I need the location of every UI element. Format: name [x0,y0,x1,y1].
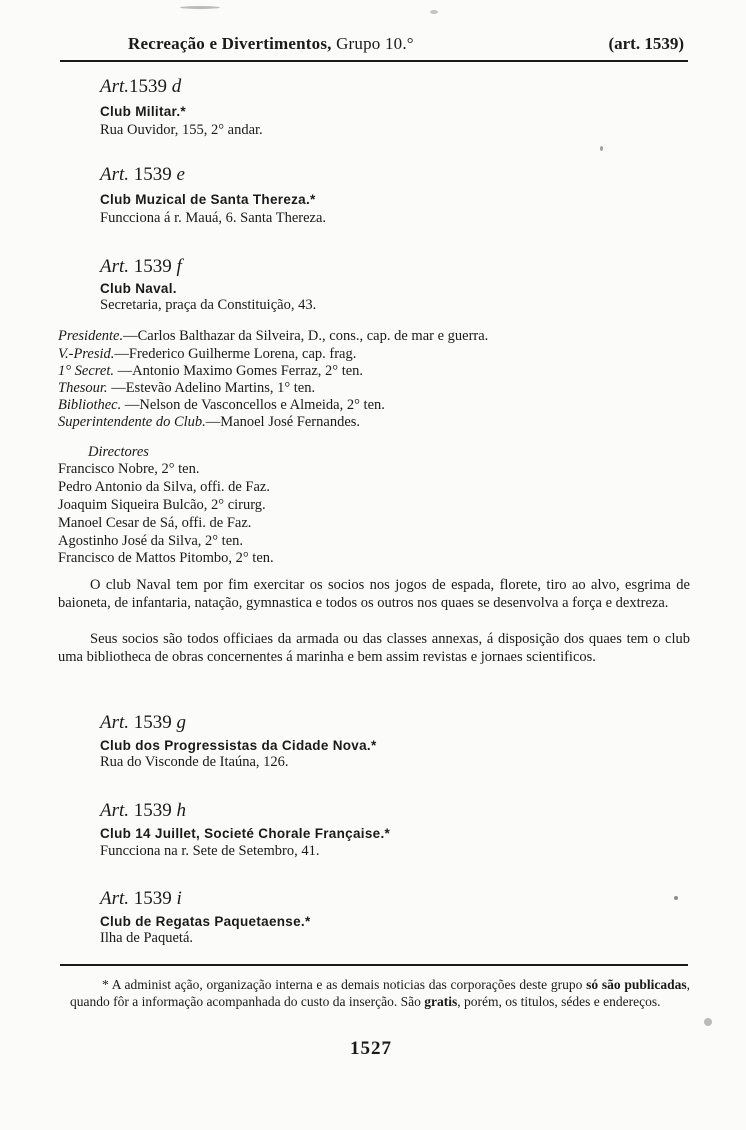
paragraph-members: Seus socios são todos officiaes da armada ou das classes annexas, á disposição dos quaes tem o club uma bibliotheca de obras concernentes á marinha e bem assim revistas e jornaes scientificos. [58,631,690,665]
officer-librarian: Bibliothec. —Nelson de Vasconcellos e Almeida, 2° ten. [58,397,385,413]
article-heading-i: Art. 1539 i [100,888,182,909]
officer-treasurer: Thesour. —Estevão Adelino Martins, 1° ten. [58,380,316,396]
footnote: * A administ ação, organização interna e as demais noticias das corporações deste grupo só são publicadas, quando fôr a informação acompanhada do custo da inserção. São gratis, porém, os titulos, sédes e endereços. [70,977,690,1009]
directors-heading: Directores [88,444,149,460]
article-heading-g: Art. 1539 g [100,712,187,733]
officer-vice-president: V.-Presid.—Frederico Guilherme Lorena, cap. frag. [58,346,357,362]
officer-president: Presidente.—Carlos Balthazar da Silveira, D., cons., cap. de mar e guerra. [58,328,489,344]
club-address-d: Rua Ouvidor, 155, 2° andar. [100,122,263,138]
page-number: 1527 [350,1038,392,1059]
article-heading-f: Art. 1539 f [100,256,182,277]
running-head-article: (art. 1539) [608,34,684,53]
paragraph-purpose: O club Naval tem por fim exercitar os socios nos jogos de espada, florete, tiro ao alvo, esgrima de baioneta, de infantaria, natação, gymnastica e todos os outros nos quaes se desenvolva a força e dextreza. [58,577,690,611]
running-head-group: Grupo 10.° [336,34,414,53]
club-address-i: Ilha de Paquetá. [100,930,194,946]
scan-speck [600,146,603,151]
club-address-g: Rua do Visconde de Itaúna, 126. [100,754,289,770]
director-item: Pedro Antonio da Silva, offi. de Faz. [58,479,270,495]
club-name-h: Club 14 Juillet, Societé Chorale Française.* [100,826,391,841]
officer-secretary: 1° Secret. —Antonio Maximo Gomes Ferraz, 2° ten. [58,363,364,379]
club-name-i: Club de Regatas Paquetaense.* [100,914,311,929]
club-address-f: Secretaria, praça da Constituição, 43. [100,297,317,313]
scan-speck [704,1018,712,1026]
club-name-g: Club dos Progressistas da Cidade Nova.* [100,738,377,753]
scan-speck [674,896,678,900]
officer-superintendent: Superintendente do Club.—Manoel José Fernandes. [58,414,361,430]
scan-speck [180,6,220,9]
club-address-h: Funcciona na r. Sete de Setembro, 41. [100,843,320,859]
director-item: Agostinho José da Silva, 2° ten. [58,533,244,549]
club-name-f: Club Naval. [100,281,177,296]
director-item: Joaquim Siqueira Bulcão, 2° cirurg. [58,497,266,513]
director-item: Manoel Cesar de Sá, offi. de Faz. [58,515,252,531]
club-address-e: Funcciona á r. Mauá, 6. Santa Thereza. [100,210,327,226]
running-head [128,34,414,54]
article-heading-h: Art. 1539 h [100,800,187,821]
header-rule [60,60,688,62]
article-heading-e: Art. 1539 e [100,164,185,185]
director-item: Francisco Nobre, 2° ten. [58,461,200,477]
club-name-d: Club Militar.* [100,104,186,119]
scan-speck [430,10,438,14]
director-item: Francisco de Mattos Pitombo, 2° ten. [58,550,274,566]
running-head-title: Recreação e Divertimentos, [128,34,332,53]
club-name-e: Club Muzical de Santa Thereza.* [100,192,316,207]
footnote-rule [60,964,688,966]
article-heading-d: Art.1539 d [100,76,182,97]
